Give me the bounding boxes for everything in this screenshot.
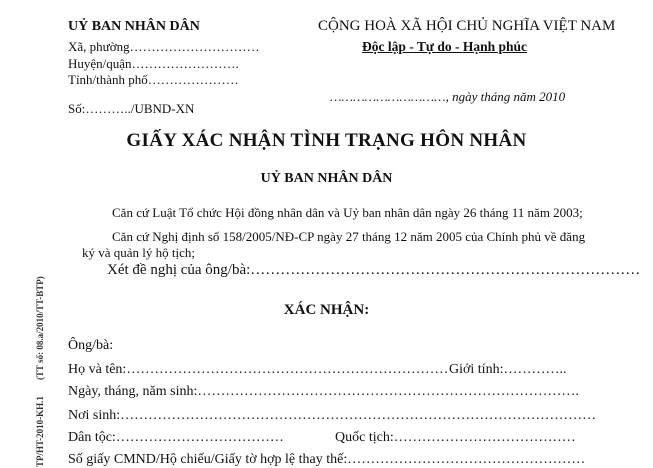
date-line: …………………………, ngày tháng năm 2010 — [330, 89, 566, 104]
form-code-top: (TT số: 08.a/2010/TT-BTP) — [35, 276, 45, 380]
nation-heading: CỘNG HOÀ XÃ HỘI CHỦ NGHĨA VIỆT NAM — [318, 18, 616, 34]
document-title: GIẤY XÁC NHẬN TÌNH TRẠNG HÔN NHÂN — [126, 130, 527, 151]
confirm-heading: XÁC NHẬN: — [283, 302, 370, 318]
issuer-heading: UỶ BAN NHÂN DÂN — [260, 171, 393, 186]
document-number: Số:………../UBND-XN — [68, 101, 195, 116]
ward-line: Xã, phường………………………… — [68, 39, 260, 54]
id-document-field[interactable]: Số giấy CMND/Hộ chiếu/Giấy tờ hợp lệ thay thế:…………………………………………… — [68, 452, 586, 467]
ethnicity-field[interactable]: Dân tộc:……………………………… — [68, 430, 284, 445]
committee-heading: UỶ BAN NHÂN DÂN — [68, 19, 200, 34]
gender-field[interactable]: Giới tính:………….. — [449, 362, 567, 377]
request-line: Xét đề nghị của ông/bà:…………………………………………………………………… — [107, 262, 641, 278]
motto: Độc lập - Tự do - Hạnh phúc — [362, 39, 528, 54]
birthplace-field[interactable]: Nơi sinh:………………………………………………………………………………………… — [68, 408, 597, 423]
nationality-field[interactable]: Quốc tịch:………………………………… — [335, 430, 576, 445]
form-code-bottom: TP/HT-2010-KH.1 — [35, 396, 45, 467]
dob-field[interactable]: Ngày, tháng, năm sinh:………………………………………………………………………. — [68, 384, 579, 399]
district-line: Huyện/quận……………………. — [68, 56, 239, 71]
legal-basis-1: Căn cứ Luật Tổ chức Hội đồng nhân dân và Uỷ ban nhân dân ngày 26 tháng 11 năm 2003; — [112, 205, 583, 220]
person-label: Ông/bà: — [68, 338, 114, 353]
province-line: Tỉnh/thành phố………………… — [68, 72, 239, 87]
full-name-field[interactable]: Họ và tên:…………………………………………………………… — [68, 362, 449, 377]
legal-basis-2-cont: ký và quản lý hộ tịch; — [82, 245, 196, 260]
legal-basis-2: Căn cứ Nghị định số 158/2005/NĐ-CP ngày 27 tháng 12 năm 2005 của Chính phủ về đăng — [112, 229, 586, 244]
